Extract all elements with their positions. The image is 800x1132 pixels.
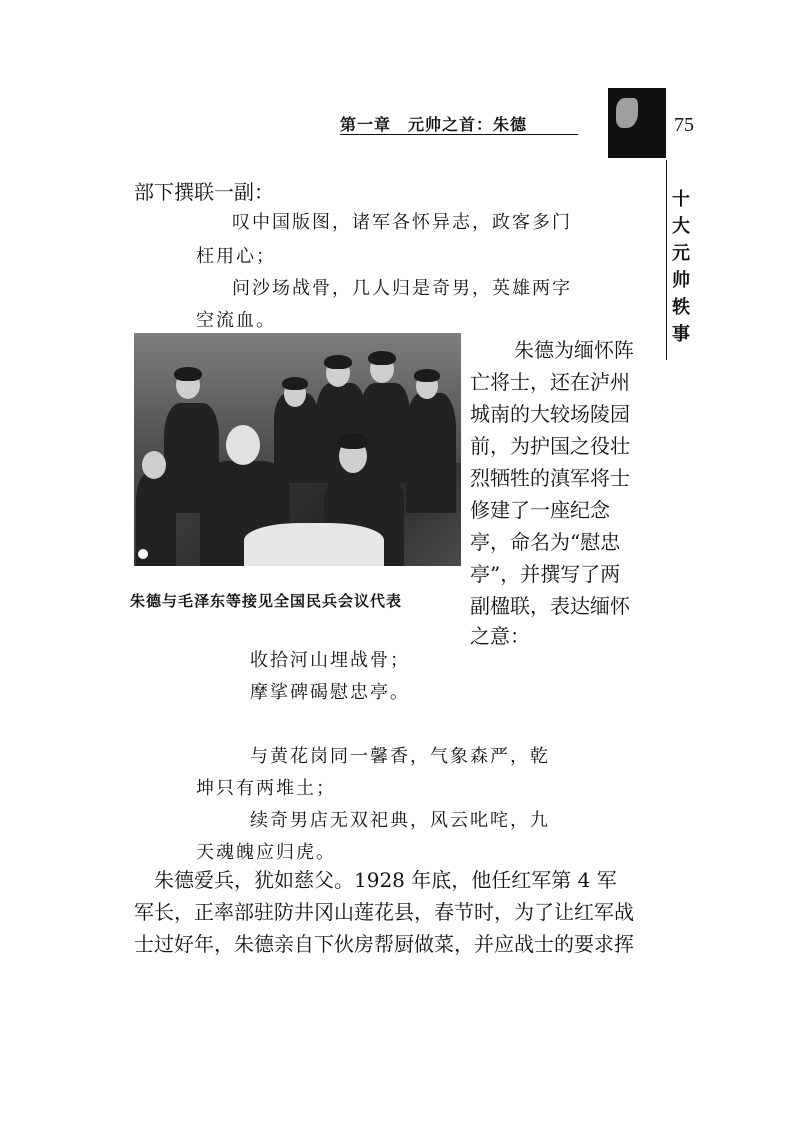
side-paragraph-line: 朱德为缅怀阵 [514,338,634,362]
side-paragraph-line: 前，为护国之役壮 [470,434,630,458]
header-rule [340,134,578,135]
side-book-title: 十大元帅轶事 [672,189,690,345]
couplet2-line1: 收拾河山埋战骨； [250,650,410,671]
closing-line: 士过好年，朱德亲自下伙房帮厨做菜，并应战士的要求挥 [134,932,634,956]
side-paragraph-line: 城南的大较场陵园 [470,402,630,426]
couplet3-line1a: 与黄花岗同一馨香，气象森严，乾 [250,746,550,767]
couplet1-line1a: 叹中国版图，诸军各怀异志，政客多门 [232,212,572,233]
side-paragraph-line: 亡将士，还在泸州 [470,370,630,394]
photo-caption: 朱德与毛泽东等接见全国民兵会议代表 [130,592,403,610]
side-paragraph-line: 副楹联，表达缅怀 [470,594,630,618]
side-paragraph-line: 亭”，并撰写了两 [470,562,621,586]
header-decoration [608,88,666,158]
couplet3-line2b: 天魂魄应归虎。 [196,842,336,863]
page-number: 75 [674,114,694,136]
side-paragraph-line: 亭，命名为“慰忠 [470,530,621,554]
side-paragraph-line: 之意： [470,624,530,648]
chapter-title: 第一章 元帅之首：朱德 [340,115,528,134]
closing-line: 朱德爱兵，犹如慈父。1928 年底，他任红军第 4 军 [154,868,617,892]
side-paragraph-line: 烈牺牲的滇军将士 [470,466,630,490]
intro-line: 部下撰联一副： [134,180,274,204]
closing-line: 军长，正率部驻防井冈山莲花县，春节时，为了让红军战 [134,900,634,924]
couplet1-line2b: 空流血。 [196,310,276,331]
couplet1-line1b: 枉用心； [196,246,276,267]
couplet2-line2: 摩挲碑碣慰忠亭。 [250,682,410,703]
couplet3-line2a: 续奇男店无双祀典，风云叱咤，九 [250,810,550,831]
couplet1-line2a: 问沙场战骨，几人归是奇男，英雄两字 [232,278,572,299]
couplet3-line1b: 坤只有两堆土； [196,778,336,799]
side-rule [666,160,667,360]
side-paragraph-line: 修建了一座纪念 [470,498,610,522]
historical-photo [134,333,461,566]
